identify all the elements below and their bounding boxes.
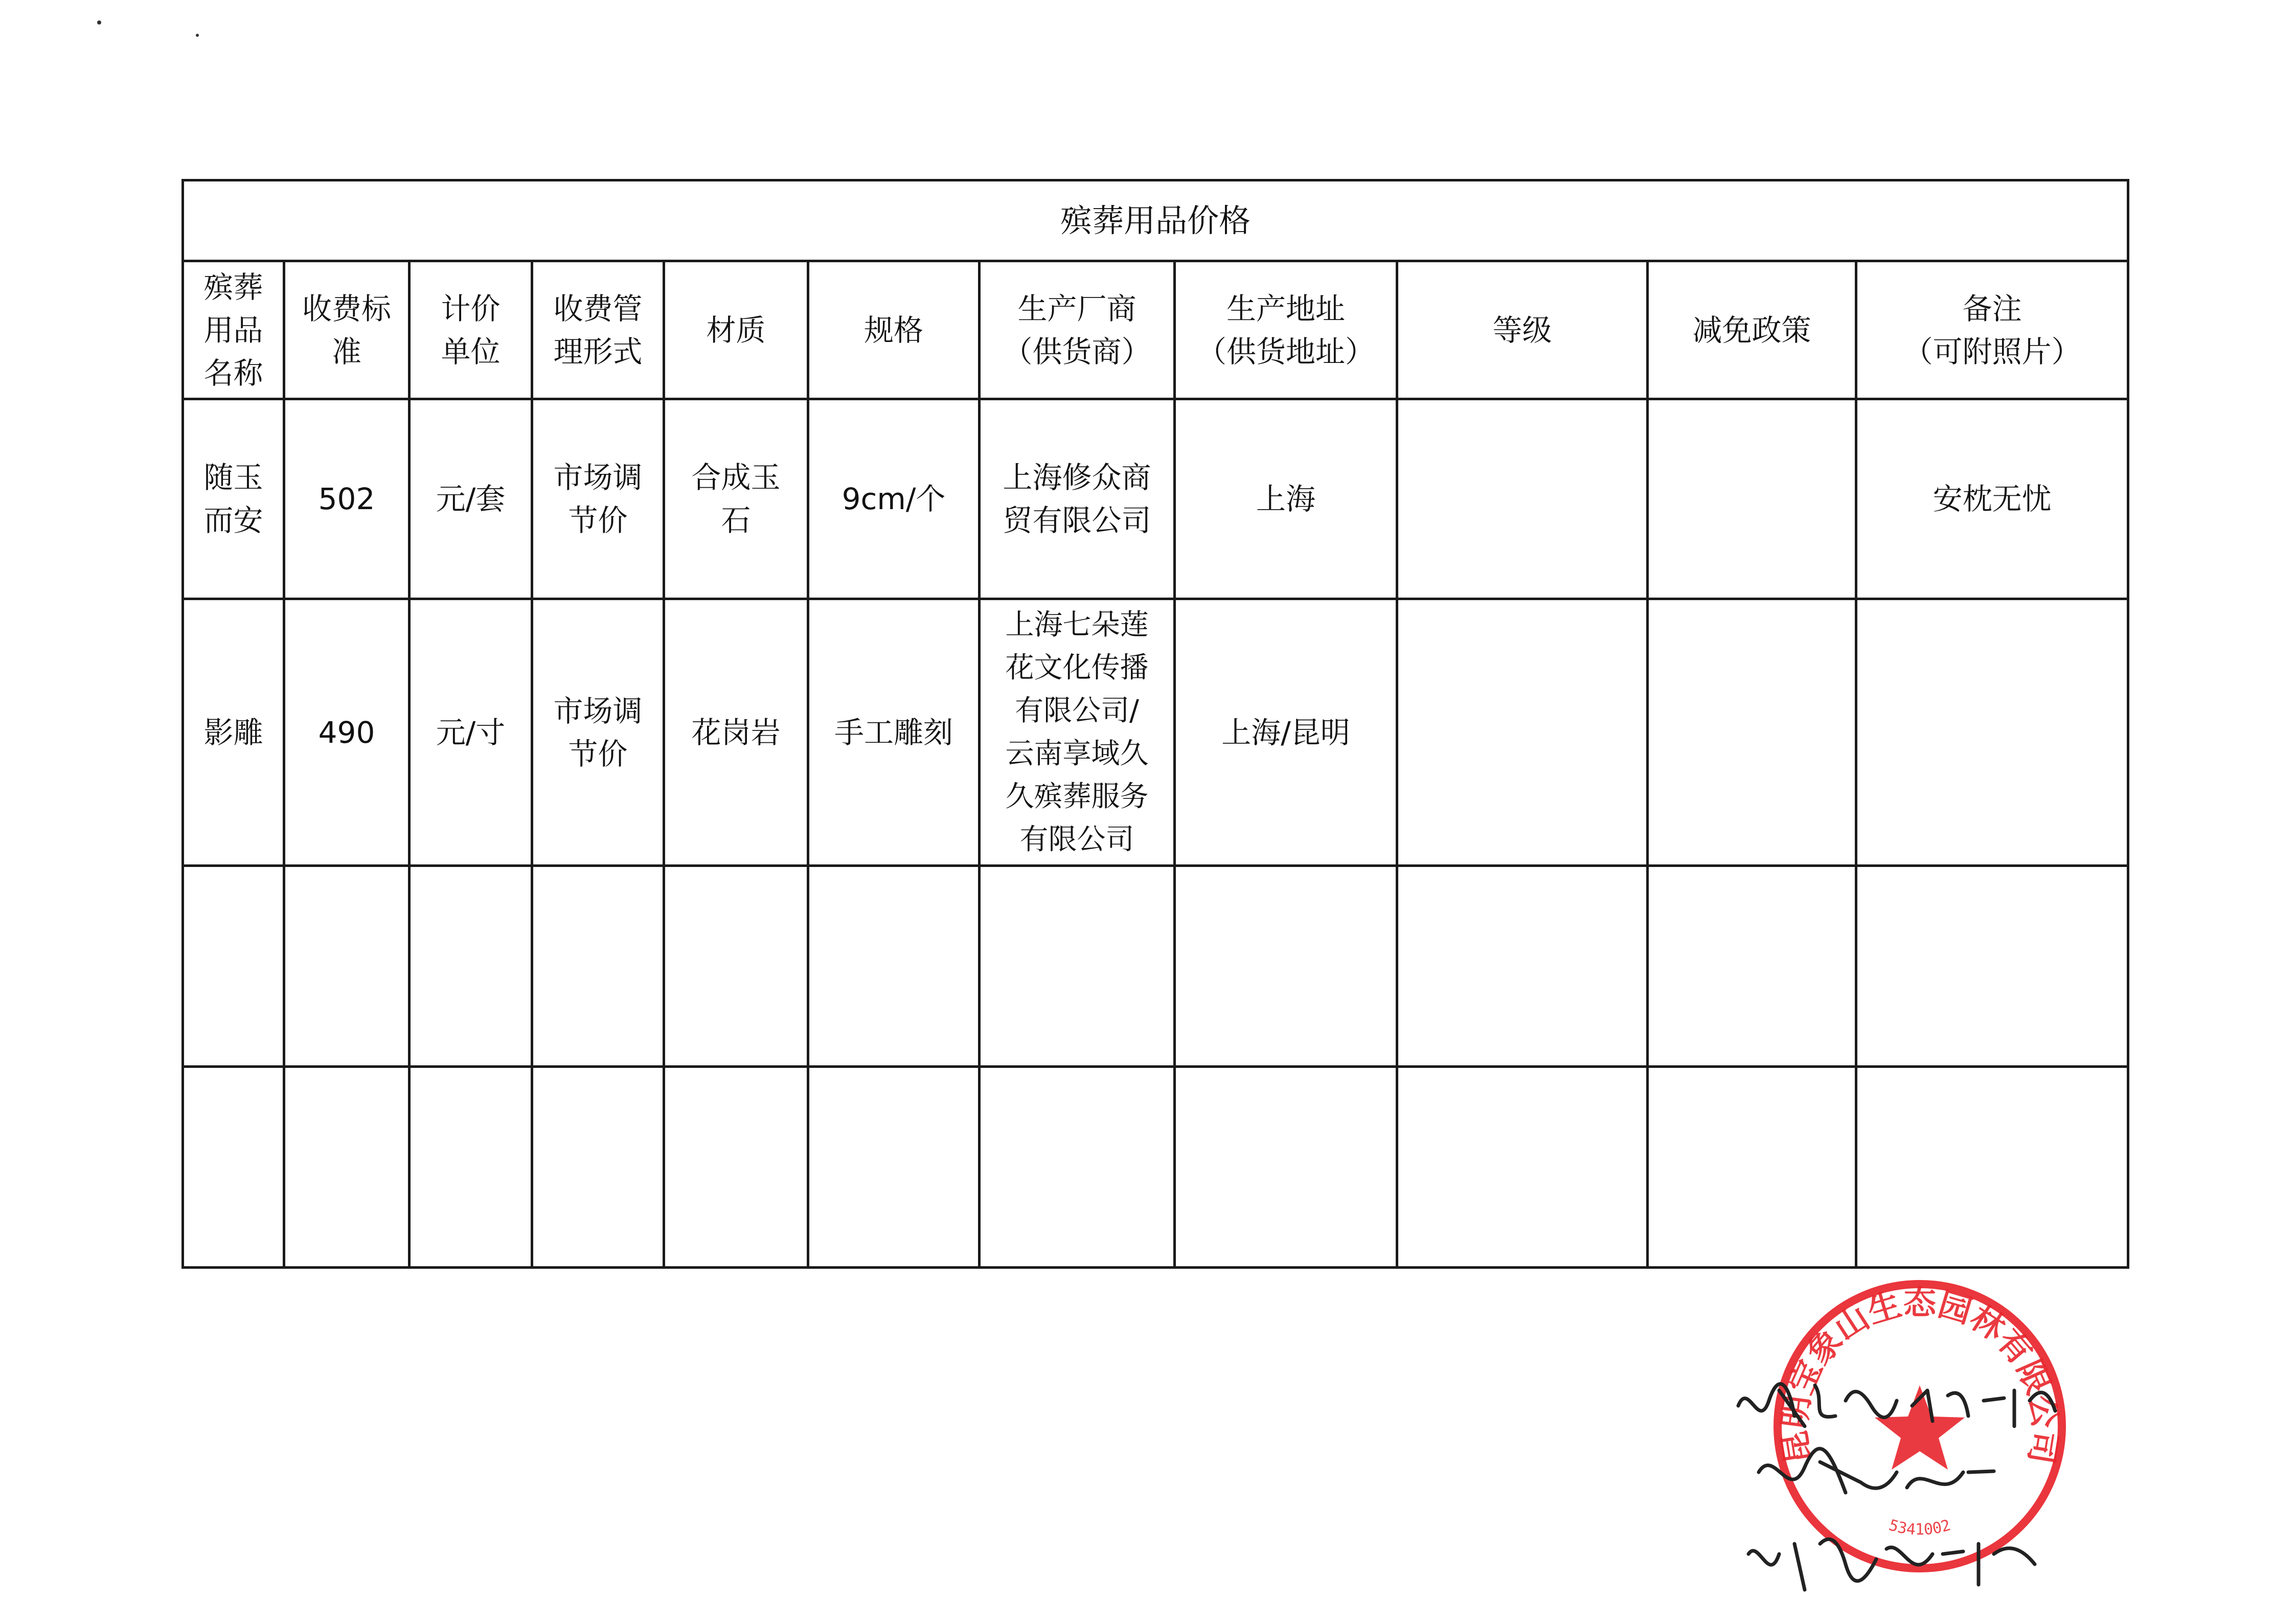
header-remarks: 备注 （可附照片）	[1856, 261, 2128, 399]
header-pricing-unit: 计价 单位	[410, 261, 532, 399]
cell-manufacturer	[980, 1067, 1175, 1268]
header-grade: 等级	[1397, 261, 1648, 399]
header-reduction-policy: 减免政策	[1648, 261, 1856, 399]
cell-pricing-unit: 元/套	[410, 399, 532, 599]
cell-remarks	[1856, 1067, 2128, 1268]
header-production-address: 生产地址 （供货地址）	[1175, 261, 1397, 399]
cell-fee-management: 市场调 节价	[532, 599, 664, 866]
header-manufacturer: 生产厂商 （供货商）	[980, 261, 1175, 399]
scan-speck	[196, 34, 199, 37]
cell-reduction-policy	[1648, 1067, 1856, 1268]
cell-goods-name: 随玉 而安	[183, 399, 284, 599]
cell-specification	[808, 1067, 980, 1268]
signature-stroke	[1759, 1449, 1994, 1493]
signature-stroke	[1738, 1384, 2055, 1426]
cell-goods-name	[183, 866, 284, 1067]
cell-remarks	[1856, 866, 2128, 1067]
cell-fee-standard: 502	[284, 399, 410, 599]
table-title: 殡葬用品价格	[183, 180, 2128, 261]
cell-manufacturer: 上海修众商 贸有限公司	[980, 399, 1175, 599]
cell-production-address	[1175, 866, 1397, 1067]
cell-goods-name: 影雕	[183, 599, 284, 866]
cell-fee-management: 市场调 节价	[532, 399, 664, 599]
header-specification: 规格	[808, 261, 980, 399]
table-header-row	[183, 261, 2128, 399]
cell-fee-management	[532, 866, 664, 1067]
header-fee-management: 收费管 理形式	[532, 261, 664, 399]
cell-fee-standard: 490	[284, 599, 410, 866]
cell-fee-standard	[284, 1067, 410, 1268]
cell-grade	[1397, 1067, 1648, 1268]
table-row	[183, 399, 2128, 599]
cell-material: 合成玉 石	[664, 399, 808, 599]
cell-grade	[1397, 399, 1648, 599]
header-fee-standard: 收费标 准	[284, 261, 410, 399]
cell-goods-name	[183, 1067, 284, 1268]
table-row	[183, 599, 2128, 866]
cell-pricing-unit	[410, 1067, 532, 1268]
scan-speck	[97, 20, 101, 25]
header-material: 材质	[664, 261, 808, 399]
header-goods-name: 殡葬 用品 名称	[183, 261, 284, 399]
cell-manufacturer: 上海七朵莲 花文化传播 有限公司/ 云南享域久 久殡葬服务 有限公司	[980, 599, 1175, 866]
cell-production-address: 上海/昆明	[1175, 599, 1397, 866]
cell-pricing-unit: 元/寸	[410, 599, 532, 866]
cell-specification: 9cm/个	[808, 399, 980, 599]
signature-stroke	[1748, 1539, 2035, 1590]
cell-production-address: 上海	[1175, 399, 1397, 599]
cell-fee-standard	[284, 866, 410, 1067]
cell-material	[664, 1067, 808, 1268]
cell-material	[664, 866, 808, 1067]
cell-grade	[1397, 866, 1648, 1067]
table-row	[183, 1067, 2128, 1268]
cell-manufacturer	[980, 866, 1175, 1067]
table-row	[183, 866, 2128, 1067]
cell-pricing-unit	[410, 866, 532, 1067]
cell-fee-management	[532, 1067, 664, 1268]
handwritten-signatures	[1728, 1370, 2086, 1610]
cell-grade	[1397, 599, 1648, 866]
cell-reduction-policy	[1648, 599, 1856, 866]
funeral-goods-price-table	[181, 179, 2129, 1269]
seal-text: 昆明宝象山生态园林有限公司	[1776, 1284, 2064, 1467]
cell-reduction-policy	[1648, 399, 1856, 599]
cell-specification: 手工雕刻	[808, 599, 980, 866]
cell-reduction-policy	[1648, 866, 1856, 1067]
seal-number: 5341002	[1886, 1516, 1953, 1539]
cell-specification	[808, 866, 980, 1067]
cell-production-address	[1175, 1067, 1397, 1268]
cell-material: 花岗岩	[664, 599, 808, 866]
cell-remarks: 安枕无忧	[1856, 399, 2128, 599]
cell-remarks	[1856, 599, 2128, 866]
